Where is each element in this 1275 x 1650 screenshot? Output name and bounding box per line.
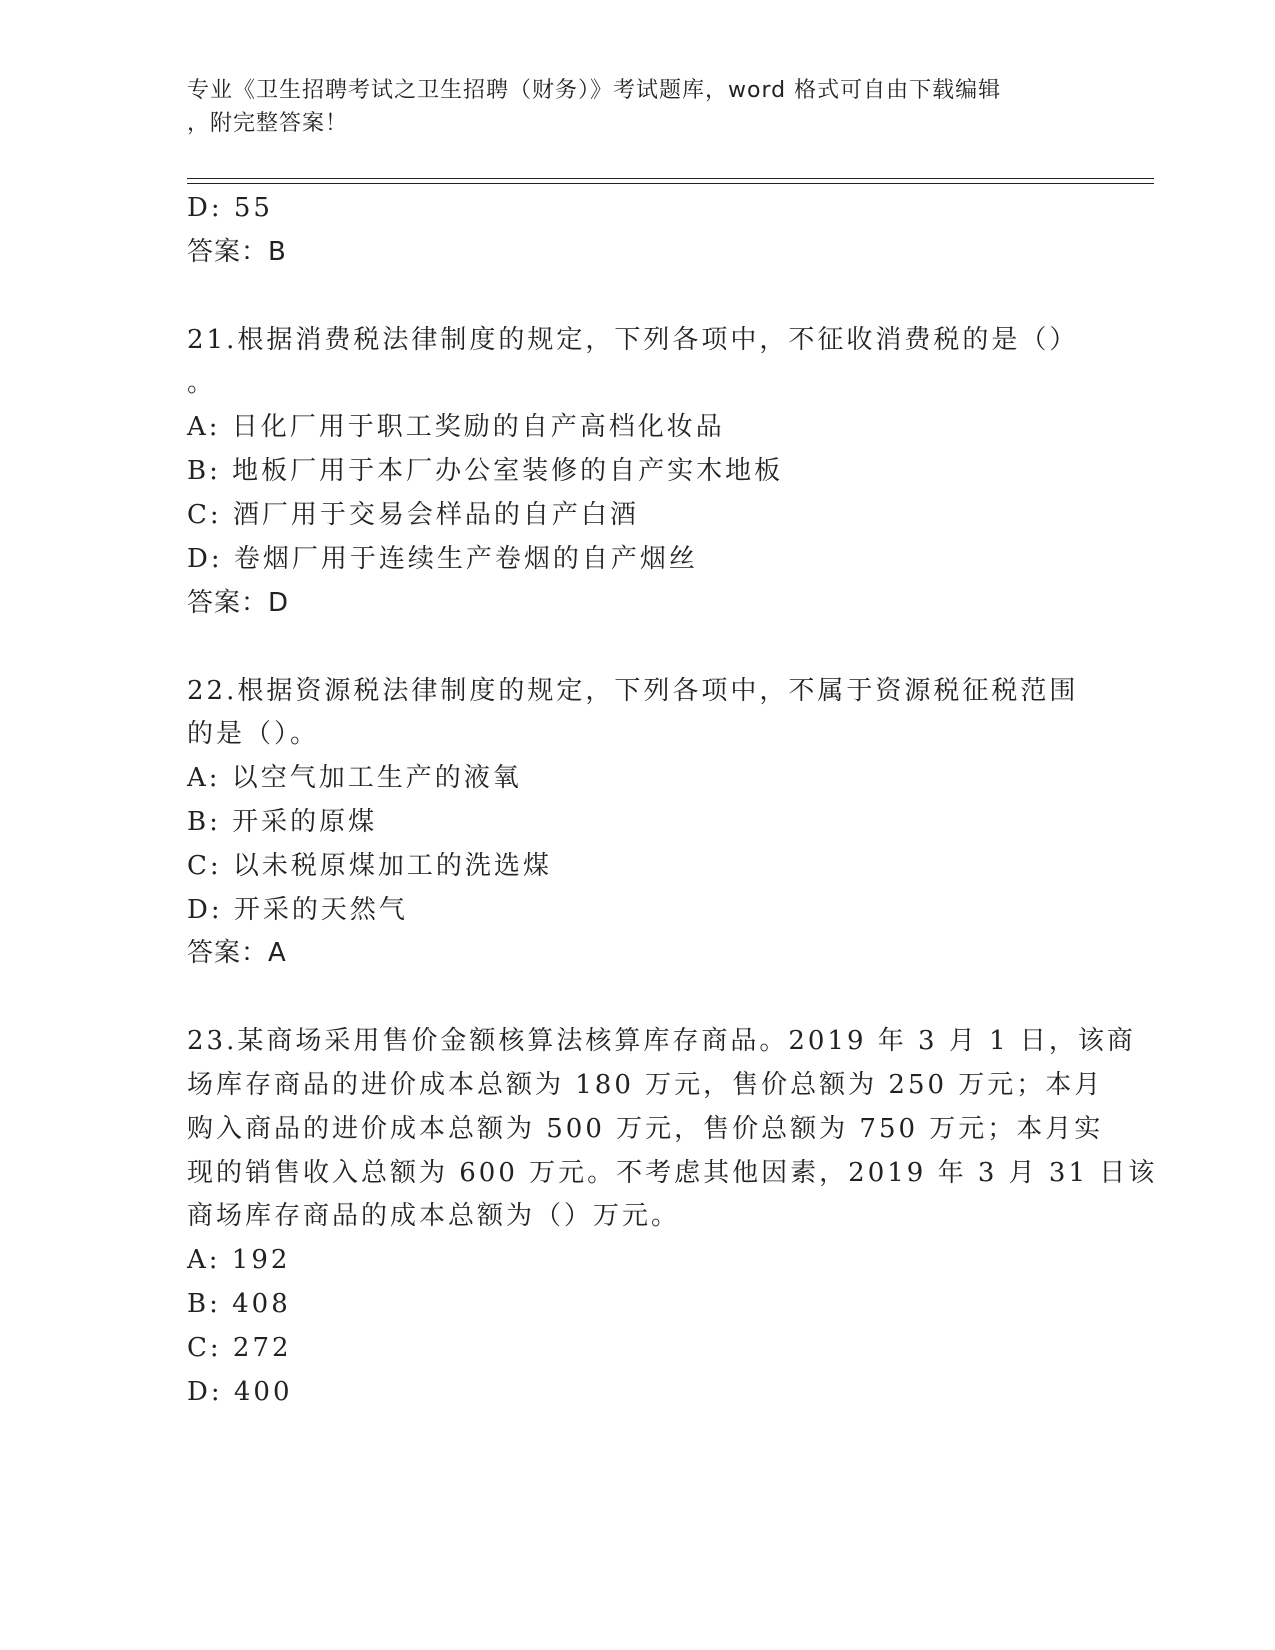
q23-option-b: B: 408: [187, 1289, 291, 1319]
q21-option-d: D: 卷烟厂用于连续生产卷烟的自产烟丝: [187, 544, 698, 574]
q21-stem-line-1: 21.根据消费税法律制度的规定，下列各项中，不征收消费税的是（）: [187, 325, 1079, 355]
header-line-1: 专业《卫生招聘考试之卫生招聘（财务）》考试题库，word 格式可自由下载编辑: [187, 78, 1002, 103]
document-header: [187, 74, 1067, 140]
q22-option-c: C: 以未税原煤加工的洗选煤: [187, 851, 552, 881]
q23-option-d: D: 400: [187, 1377, 293, 1407]
prev-option-d: D: 55: [187, 193, 273, 223]
q22-stem-line-1: 22.根据资源税法律制度的规定，下列各项中，不属于资源税征税范围: [187, 676, 1079, 706]
q21-answer: 答案：D: [187, 588, 290, 618]
header-divider-bottom: [187, 183, 1154, 184]
q22-answer: 答案：A: [187, 938, 287, 968]
q23-stem-line-5: 商场库存商品的成本总额为（）万元。: [187, 1201, 681, 1231]
q23-stem-line-4: 现的销售收入总额为 600 万元。不考虑其他因素，2019 年 3 月 31 日该: [187, 1158, 1158, 1188]
header-divider-top: [187, 178, 1154, 179]
q23-stem-line-1: 23.某商场采用售价金额核算法核算库存商品。2019 年 3 月 1 日，该商: [187, 1026, 1136, 1056]
prev-answer: 答案：B: [187, 237, 287, 267]
q23-stem-line-3: 购入商品的进价成本总额为 500 万元，售价总额为 750 万元；本月实: [187, 1114, 1104, 1144]
q21-stem-line-2: 。: [187, 368, 217, 398]
q22-stem-line-2: 的是（）。: [187, 719, 320, 749]
q23-stem-line-2: 场库存商品的进价成本总额为 180 万元，售价总额为 250 万元；本月: [187, 1070, 1104, 1100]
q21-option-a: A: 日化厂用于职工奖励的自产高档化妆品: [187, 412, 725, 442]
q22-option-d: D: 开采的天然气: [187, 895, 408, 925]
q23-option-a: A: 192: [187, 1245, 291, 1275]
q21-option-c: C: 酒厂用于交易会样品的自产白酒: [187, 500, 639, 530]
q23-option-c: C: 272: [187, 1333, 292, 1363]
q21-option-b: B: 地板厂用于本厂办公室装修的自产实木地板: [187, 456, 784, 486]
q22-option-b: B: 开采的原煤: [187, 807, 378, 837]
q22-option-a: A: 以空气加工生产的液氧: [187, 763, 522, 793]
header-line-2: ，附完整答案！: [187, 111, 349, 136]
